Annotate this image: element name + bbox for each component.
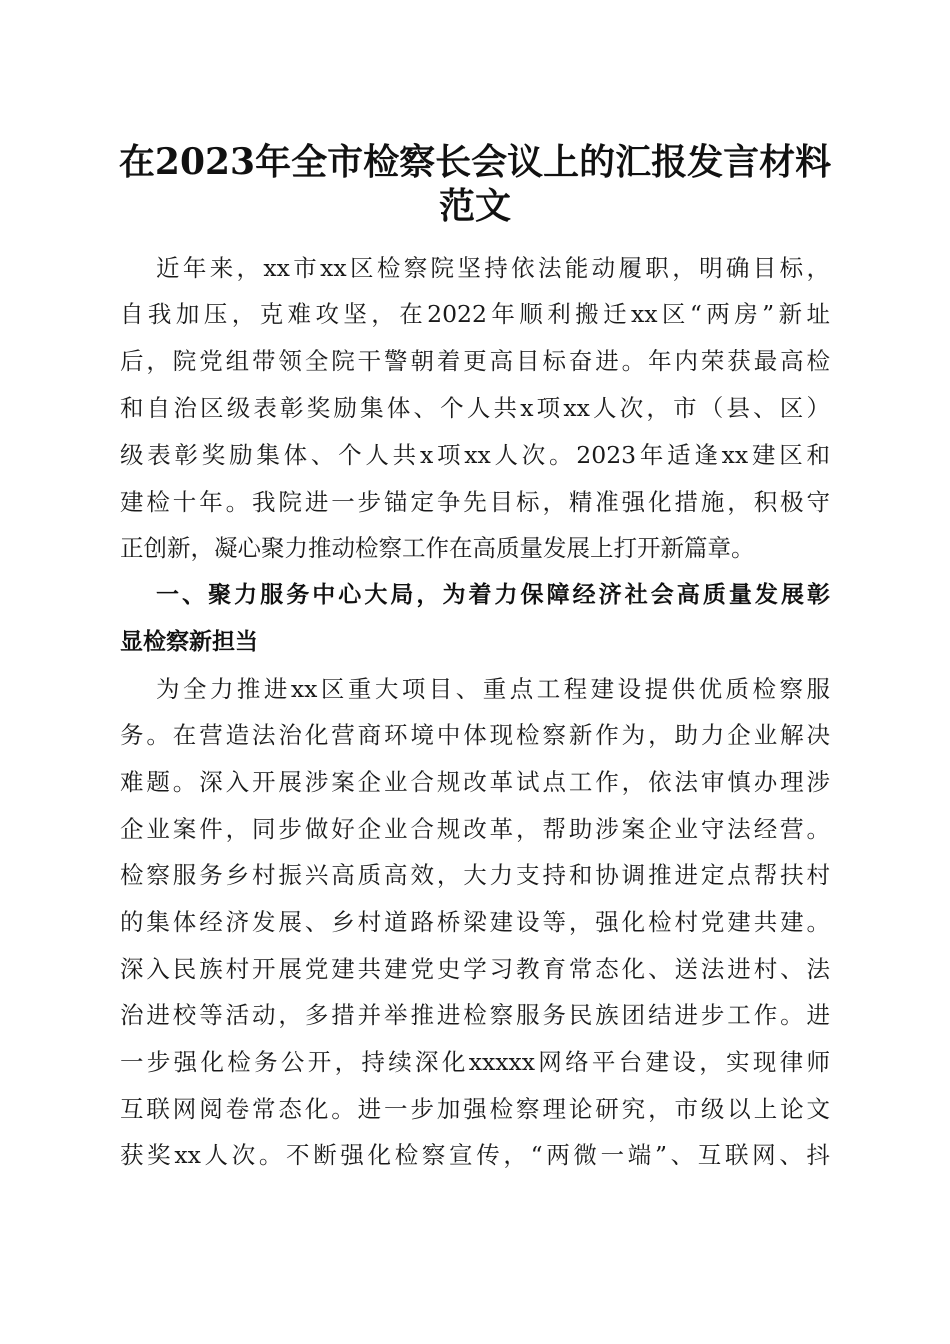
- body-line: 检察服务乡村振兴高质高效，大力支持和协调推进定点帮扶村: [120, 861, 830, 889]
- intro-line: 建检十年。我院进一步锚定争先目标，精准强化措施，积极守: [120, 488, 830, 516]
- document-title-line-2: 范文: [438, 185, 511, 227]
- body-line: 的集体经济发展、乡村道路桥梁建设等，强化检村党建共建。: [120, 908, 830, 936]
- intro-line: 近年来，xx市xx区检察院坚持依法能动履职，明确目标，: [156, 254, 830, 282]
- section-heading-line: 一、聚力服务中心大局，为着力保障经济社会高质量发展彰: [156, 582, 830, 608]
- body-line: 深入民族村开展党建共建党史学习教育常态化、送法进村、法: [120, 955, 830, 983]
- body-line: 互联网阅卷常态化。进一步加强检察理论研究，市级以上论文: [120, 1095, 830, 1123]
- body-line: 难题。深入开展涉案企业合规改革试点工作，依法审慎办理涉: [120, 768, 830, 796]
- intro-line: 后，院党组带领全院干警朝着更高目标奋进。年内荣获最高检: [120, 347, 830, 375]
- intro-line: 和自治区级表彰奖励集体、个人共x项xx人次，市（县、区）: [120, 394, 830, 422]
- body-line: 获奖xx人次。不断强化检察宣传，“两微一端”、互联网、抖: [120, 1141, 830, 1169]
- body-line: 为全力推进xx区重大项目、重点工程建设提供优质检察服: [156, 675, 830, 703]
- intro-line: 自我加压，克难攻坚，在2022年顺利搬迁xx区“两房”新址: [120, 300, 830, 328]
- intro-line: 级表彰奖励集体、个人共x项xx人次。2023年适逢xx建区和: [120, 441, 830, 469]
- body-line: 务。在营造法治化营商环境中体现检察新作为，助力企业解决: [120, 721, 830, 749]
- intro-line: 正创新，凝心聚力推动检察工作在高质量发展上打开新篇章。: [120, 534, 755, 562]
- section-heading-line: 显检察新担当: [120, 629, 258, 655]
- body-line: 一步强化检务公开，持续深化xxxxx网络平台建设，实现律师: [120, 1048, 830, 1076]
- document-title-line-1: 在2023年全市检察长会议上的汇报发言材料: [118, 141, 832, 183]
- body-line: 企业案件，同步做好企业合规改革，帮助涉案企业守法经营。: [120, 815, 830, 843]
- body-line: 治进校等活动，多措并举推进检察服务民族团结进步工作。进: [120, 1001, 830, 1029]
